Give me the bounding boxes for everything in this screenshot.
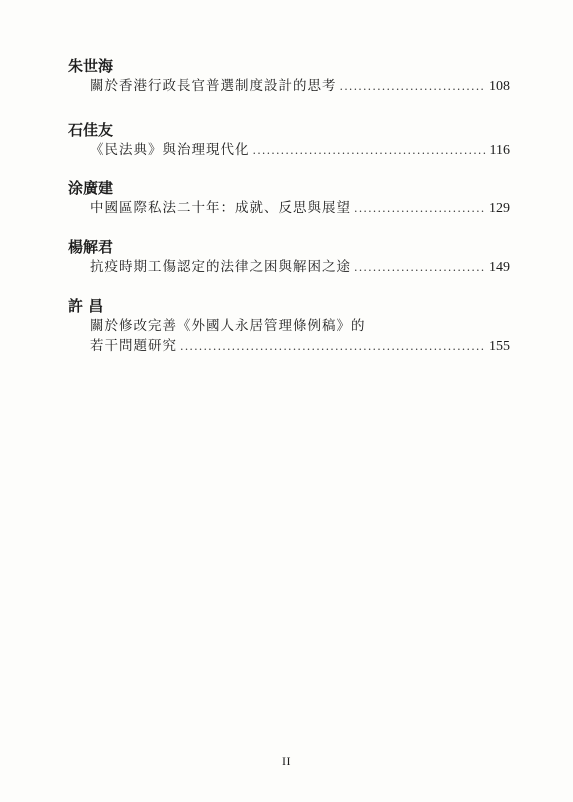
- page-folio: II: [282, 754, 291, 768]
- entry-title: 關於香港行政長官普選制度設計的思考: [90, 78, 337, 94]
- entry-title: 抗疫時期工傷認定的法律之困與解困之途: [90, 259, 351, 275]
- toc-entry: [68, 120, 510, 160]
- entry-title-first-line[interactable]: 關於修改完善《外國人永居管理條例稿》的: [90, 318, 366, 334]
- leader-dots: [180, 337, 486, 357]
- toc-entry: [68, 56, 510, 96]
- entry-title-row[interactable]: [90, 198, 510, 218]
- leader-dots: [340, 77, 487, 97]
- toc-entry: [68, 237, 510, 277]
- entry-page-number: 155: [489, 339, 510, 354]
- entry-page-number: 108: [489, 79, 510, 94]
- entry-title: 《民法典》與治理現代化: [90, 142, 250, 158]
- entry-title: 若干問題研究: [90, 338, 177, 354]
- entry-author: 許 昌: [68, 297, 104, 315]
- entry-page-number: 149: [489, 260, 510, 275]
- entry-author: 楊解君: [68, 238, 114, 256]
- entry-page-number: 129: [489, 201, 510, 216]
- entry-page-number: 116: [489, 143, 510, 158]
- entry-author: 涂廣建: [68, 179, 114, 197]
- entry-title: 中國區際私法二十年：成就、反思與展望: [90, 200, 351, 216]
- entry-author: 朱世海: [68, 57, 114, 75]
- leader-dots: [354, 199, 486, 219]
- leader-dots: [354, 258, 486, 278]
- toc-entry: [68, 178, 510, 218]
- toc-entry: [68, 296, 510, 356]
- leader-dots: [253, 141, 487, 161]
- entry-title-row[interactable]: [90, 336, 510, 356]
- entry-title-row[interactable]: [90, 257, 510, 277]
- entry-author: 石佳友: [68, 121, 114, 139]
- entry-title-row[interactable]: [90, 76, 510, 96]
- entry-title-row[interactable]: [90, 140, 510, 160]
